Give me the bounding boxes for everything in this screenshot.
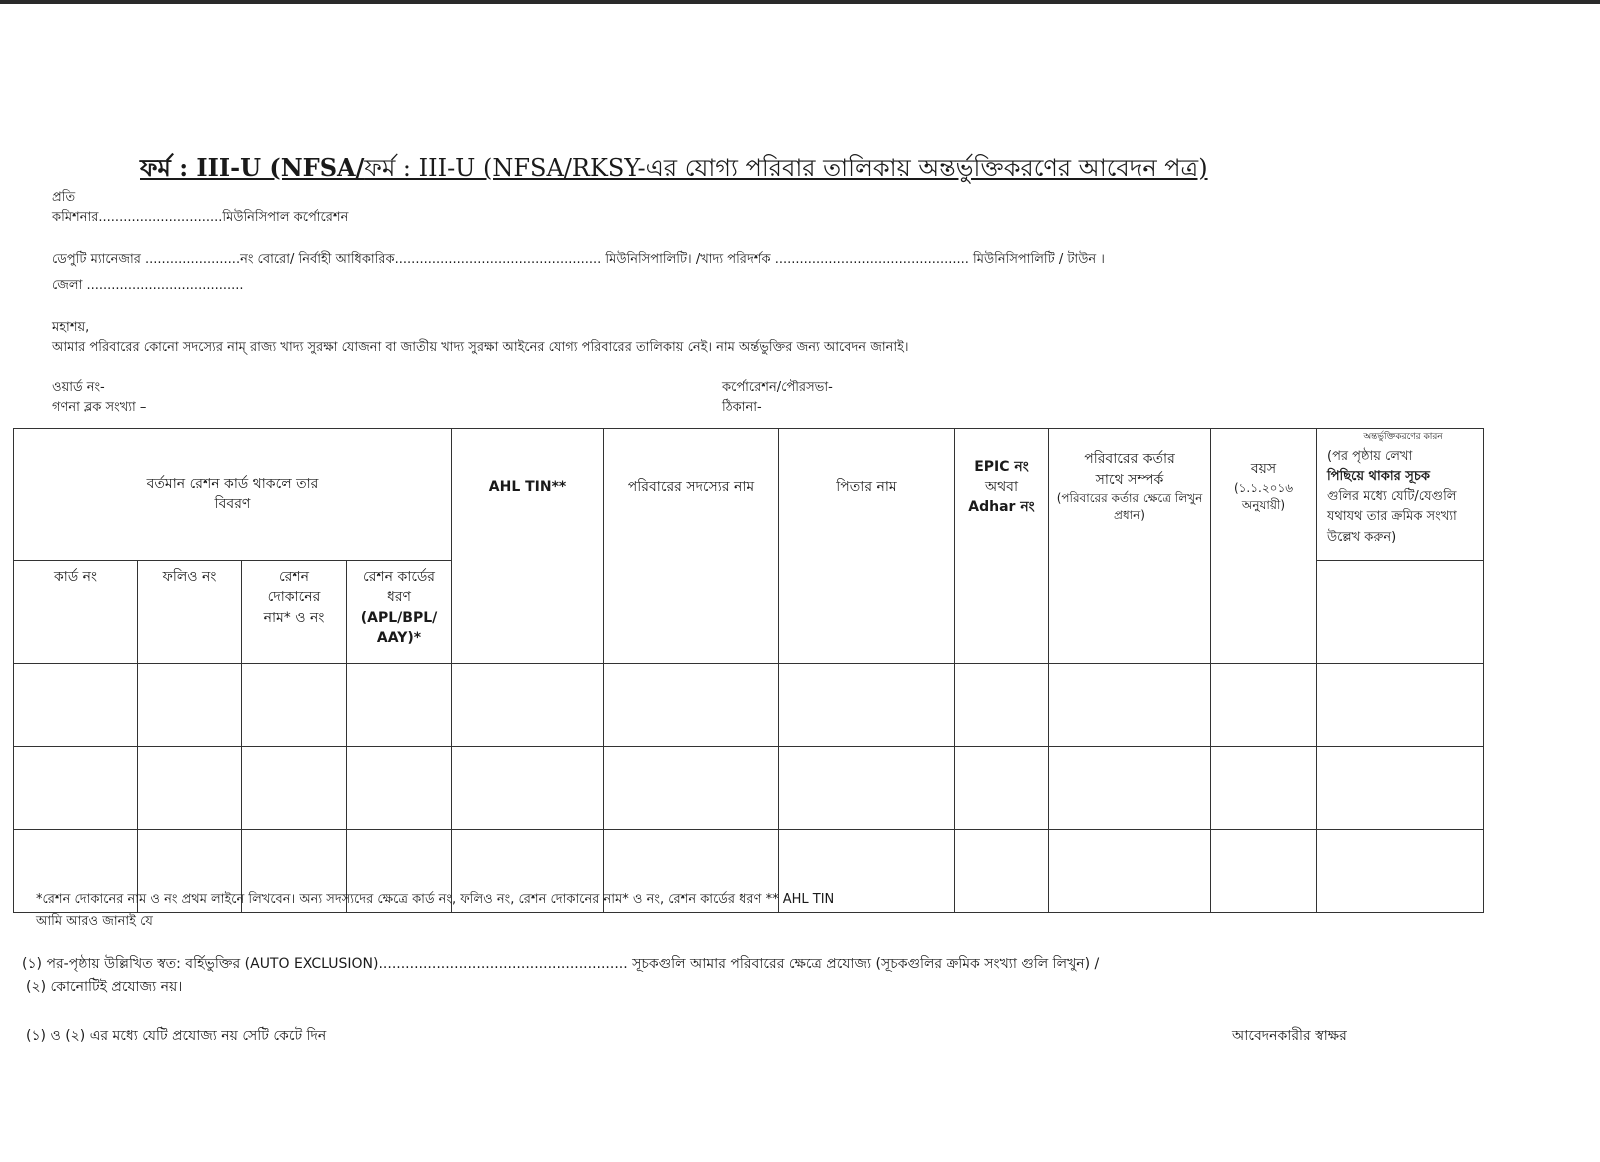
shop-line3: নাম* ও নং [263, 609, 325, 626]
ahl-tin-header: AHL TIN** [452, 429, 604, 664]
top-border-line [0, 0, 1600, 4]
table-cell[interactable] [14, 747, 138, 830]
table-cell[interactable] [138, 664, 242, 747]
block-field: গণনা ব্লক সংখ্যা – [52, 400, 147, 415]
table-header-row [14, 429, 1484, 561]
corporation-field: কর্পোরেশন/পৌরসভা- [722, 380, 833, 395]
type-line3: (APL/BPL/ [360, 609, 438, 626]
declaration-text: আমি আরও জানাই যে [36, 914, 153, 929]
reason-title: অন্তর্ভুক্তিকরণের কারন [1363, 432, 1443, 442]
form-title-rest: ফর্ম : III-U (NFSA/RKSY-এর যোগ্য পরিবার তালিকায় অন্তর্ভুক্তিকরণের আবেদন পত্র) [364, 154, 1208, 182]
table-cell[interactable] [347, 664, 452, 747]
table-cell[interactable] [242, 664, 347, 747]
relation-line2: সাথে সম্পর্ক [1095, 471, 1164, 488]
table-cell[interactable] [452, 664, 604, 747]
form-title [140, 150, 1208, 190]
shop-line1: রেশন [278, 568, 310, 585]
footnote: *রেশন দোকানের নাম ও নং প্রথম লাইনে লিখবেন। অন্য সদস্যদের ক্ষেত্রে কার্ড নং, ফলিও নং, রেশন দোকানের নাম* ও নং, রেশন কার্ডের ধরণ ** AHL TIN [36, 892, 835, 907]
table-cell[interactable] [242, 747, 347, 830]
table-cell[interactable] [955, 664, 1049, 747]
card-type-header [347, 560, 452, 663]
relation-note: (পরিবারের কর্তার ক্ষেত্রে লিখুন প্রধান) [1056, 490, 1203, 523]
member-name-header: পরিবারের সদস্যের নাম [604, 429, 779, 664]
form-title-prefix: ফর্ম : III-U (NFSA/ [140, 153, 365, 182]
reason-line1: (পর পৃষ্ঠায় লেখা [1327, 448, 1413, 464]
table-row [14, 747, 1484, 830]
table-cell[interactable] [604, 747, 779, 830]
epic-header [955, 429, 1049, 664]
address-district-line: জেলা ...................................... [52, 278, 244, 293]
signature-label: আবেদনকারীর স্বাক্ষর [1232, 1028, 1347, 1044]
father-name-header: পিতার নাম [779, 429, 955, 664]
epic-line3: Adhar নং [968, 499, 1035, 516]
reason-header [1317, 429, 1484, 561]
reason-bold-text: পিছিয়ে থাকার সূচক [1327, 469, 1430, 485]
table-cell[interactable] [1049, 664, 1211, 747]
ward-field: ওয়ার্ড নং- [52, 380, 105, 395]
table-cell[interactable] [452, 747, 604, 830]
table-cell[interactable] [1317, 747, 1484, 830]
salutation: মহাশয়, [52, 320, 90, 335]
address-commissioner-line: কমিশনার..............................মিউনিসিপাল কর্পোরেশন [52, 210, 349, 225]
table-cell[interactable] [1211, 664, 1317, 747]
type-line4: AAY)* [376, 629, 422, 646]
reason-blank-cell[interactable] [1317, 560, 1484, 663]
address-field: ঠিকানা- [722, 400, 762, 415]
reason-line2: গুলির মধ্যে যেটি/যেগুলি যথাযথ তার ক্রমিক সংখ্যা উল্লেখ করুন) [1327, 489, 1457, 545]
epic-line1: EPIC নং [974, 458, 1029, 475]
card-no-header: কার্ড নং [14, 560, 138, 663]
table-cell[interactable] [1049, 747, 1211, 830]
ration-card-group-label: বর্তমান রেশন কার্ড থাকলে তার বিবরণ [146, 476, 319, 513]
table-cell[interactable] [138, 747, 242, 830]
table-cell[interactable] [604, 664, 779, 747]
option-two: (২) কোনোটিই প্রযোজ্য নয়। [26, 979, 183, 995]
relation-line1: পরিবারের কর্তার [1084, 451, 1175, 468]
age-line3: অনুযায়ী) [1241, 498, 1286, 513]
shop-header [242, 560, 347, 663]
address-officer-line: ডেপুটি ম্যানেজার .......................নং বোরো/ নির্বাহী আধিকারিক.................................................. মিউনিসিপালিটি। /খাদ্য পরিদর্শক ............................................... মিউনিসিপালিটি / টাউন । [52, 252, 1105, 267]
table-cell[interactable] [1211, 747, 1317, 830]
table-cell[interactable] [955, 830, 1049, 913]
member-details-table [13, 428, 1484, 913]
epic-line2: অথবা [984, 478, 1019, 495]
table-row [14, 664, 1484, 747]
age-line1: বয়স [1250, 461, 1277, 478]
folio-no-header: ফলিও নং [138, 560, 242, 663]
table-cell[interactable] [955, 747, 1049, 830]
type-line1: রেশন কার্ডের [363, 568, 435, 585]
request-text: আমার পরিবারের কোনো সদস্যের নাম্ রাজ্য খাদ্য সুরক্ষা যোজনা বা জাতীয় খাদ্য সুরক্ষা আইনের যোগ্য পরিবারের তালিকায় নেই। নাম অর্ন্তভুক্তির জন্য আবেদন জানাই। [52, 340, 909, 355]
type-line2: ধরণ [386, 589, 411, 606]
table-cell[interactable] [779, 664, 955, 747]
table-cell[interactable] [1317, 830, 1484, 913]
option-one: (১) পর-পৃষ্ঠায় উল্লিখিত স্বত: বর্হিভুক্তির (AUTO EXCLUSION)........................................................ সূচকগুলি আমার পরিবারের ক্ষেত্রে প্রযোজ্য (সূচকগুলির ক্রমিক সংখ্যা গুলি লিখুন) / [22, 956, 1100, 972]
shop-line2: দোকানের [267, 589, 321, 606]
age-line2: (১.১.২০১৬ [1233, 480, 1294, 495]
table-cell[interactable] [1211, 830, 1317, 913]
strike-instruction: (১) ও (২) এর মধ্যে যেটি প্রযোজ্য নয় সেটি কেটে দিন [26, 1028, 327, 1044]
ration-card-group-header [14, 429, 452, 561]
table-cell[interactable] [347, 747, 452, 830]
age-header [1211, 429, 1317, 664]
table-cell[interactable] [1317, 664, 1484, 747]
table-cell[interactable] [14, 664, 138, 747]
address-to: প্রতি [52, 190, 76, 205]
table-cell[interactable] [1049, 830, 1211, 913]
relation-header [1049, 429, 1211, 664]
table-cell[interactable] [779, 747, 955, 830]
